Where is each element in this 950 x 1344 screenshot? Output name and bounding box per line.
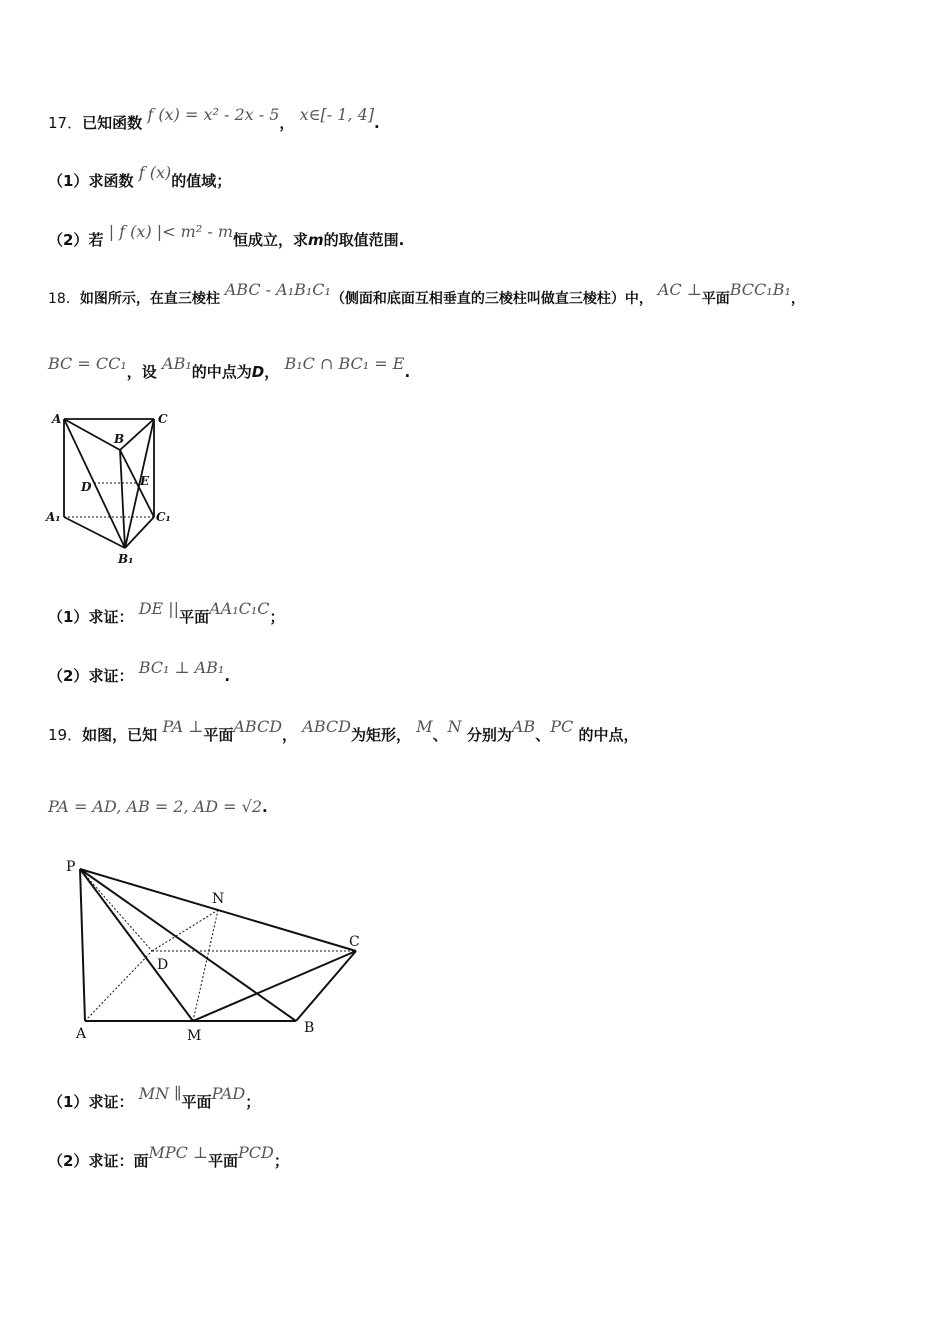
q17-number: 17． (48, 114, 83, 132)
q17-stem: 17．已知函数 f (x) = x² - 2x - 5， x∈[- 1, 4]. (48, 105, 380, 132)
label-A: A (52, 412, 62, 426)
q17-part1: （1）求函数 f (x)的值域； (48, 163, 232, 190)
edge-PD (80, 869, 152, 951)
q18-number: 18． (48, 291, 80, 307)
label-D: D (157, 957, 169, 973)
label-B1: B₁ (118, 552, 134, 566)
segment-MN (193, 910, 218, 1021)
label-C1: C₁ (156, 510, 171, 524)
label-D: D (81, 480, 92, 494)
edge-PA (80, 869, 85, 1021)
q18-stem: 18．如图所示，在直三棱柱 ABC - A₁B₁C₁（侧面和底面互相垂直的三棱柱叫做直三棱柱）中， AC ⊥平面BCC₁B₁， (48, 280, 805, 307)
edge-BB1 (120, 450, 125, 548)
pyramid-figure (60, 855, 380, 1050)
q19-number: 19． (48, 726, 83, 744)
label-B: B (304, 1020, 315, 1036)
q19-part1: （1）求证： MN ∥平面PAD； (48, 1084, 261, 1111)
label-M: M (187, 1028, 202, 1044)
q18-part2: （2）求证： BC₁ ⊥ AB₁. (48, 658, 231, 685)
segment-PM (80, 869, 193, 1021)
label-C: C (349, 934, 360, 950)
label-C: C (158, 412, 168, 426)
q17-function: f (x) = x² - 2x - 5 (147, 105, 280, 124)
q17-domain: x∈[- 1, 4] (299, 105, 375, 124)
q18-conditions: BC = CC₁，设 AB₁的中点为D， B₁C ∩ BC₁ = E. (48, 354, 411, 381)
edge-PB (80, 869, 296, 1021)
edge-A1B1 (64, 517, 125, 548)
label-A: A (76, 1026, 87, 1042)
label-B: B (114, 432, 125, 446)
label-E: E (140, 474, 150, 488)
prism-figure (40, 405, 190, 570)
q19-conditions: PA = AD, AB = 2, AD = √2. (48, 797, 268, 816)
q19-part2: （2）求证：面MPC ⊥平面PCD； (48, 1143, 289, 1170)
edge-AD (85, 951, 152, 1021)
segment-MC (193, 951, 356, 1021)
label-A1: A₁ (46, 510, 61, 524)
q17-part2: （2）若 | f (x) |< m² - m恒成立，求m的取值范围. (48, 222, 405, 249)
q19-stem: 19．如图，已知 PA ⊥平面ABCD， ABCD为矩形， M、N 分别为AB、PC 的中点， (48, 717, 639, 744)
q18-part1: （1）求证： DE ||平面AA₁C₁C； (48, 599, 285, 626)
label-P: P (66, 859, 76, 875)
label-N: N (212, 891, 225, 907)
edge-AB (64, 419, 120, 450)
edge-BC (296, 951, 356, 1021)
segment-DN (152, 910, 218, 951)
